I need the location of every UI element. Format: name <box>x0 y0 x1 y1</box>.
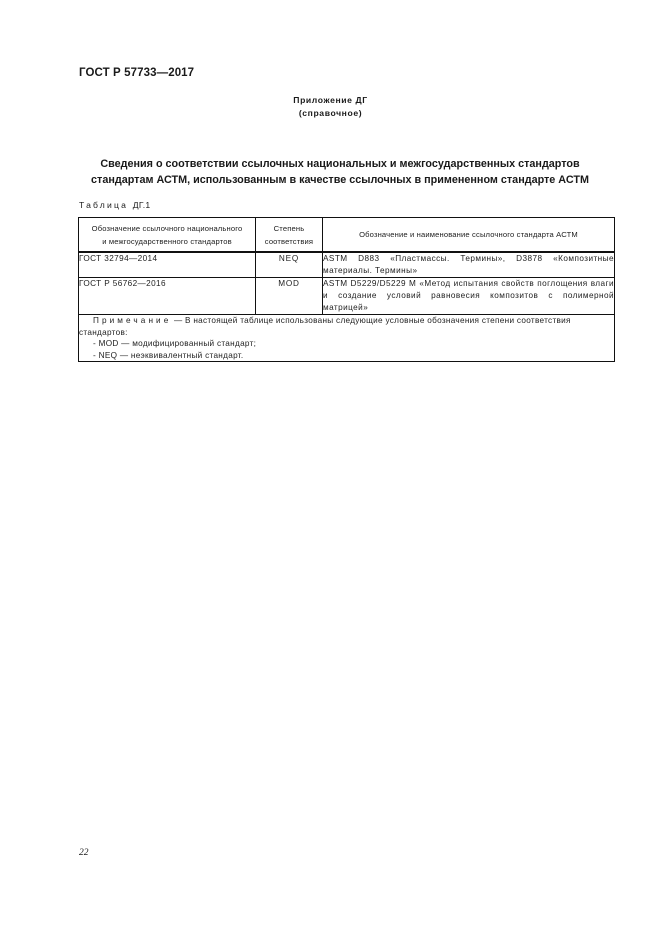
appendix-heading <box>0 94 661 120</box>
cell-national-standard: ГОСТ 32794—2014 <box>79 252 256 278</box>
cell-national-standard: ГОСТ Р 56762—2016 <box>79 278 256 315</box>
section-title-line1: Сведения о соответствии ссылочных национальных и межгосударственных стандартов <box>100 158 580 170</box>
note-text: — В настоящей таблице использованы следующие условные обозначения степени соответствия стандартов: <box>79 316 571 337</box>
table-row <box>79 278 615 315</box>
page-number: 22 <box>79 848 89 858</box>
column-header-line: Обозначение ссылочного национального <box>91 223 243 233</box>
standards-correspondence-table <box>78 217 615 362</box>
column-header-line: Степень <box>273 223 305 233</box>
cell-astm-standard: ASTM D883 «Пластмассы. Термины», D3878 «Композитные материалы. Термины» <box>323 252 615 278</box>
column-header-line: соответствия <box>264 236 314 246</box>
table-caption-prefix: Таблица <box>79 200 129 210</box>
column-header-line: и межгосударственного стандартов <box>102 236 232 246</box>
cell-degree: NEQ <box>256 252 323 278</box>
table-row <box>79 252 615 278</box>
section-title <box>70 156 610 188</box>
section-title-line2: стандартам АСТМ, использованным в качестве ссылочных в примененном стандарте АСТМ <box>91 174 589 186</box>
column-header-degree <box>256 218 323 253</box>
column-header-national-standard <box>79 218 256 253</box>
table-caption-number: ДГ.1 <box>132 200 151 210</box>
cell-degree: MOD <box>256 278 323 315</box>
appendix-label: Приложение ДГ <box>293 95 368 105</box>
table-note <box>79 315 615 362</box>
table-note-row <box>79 315 615 362</box>
table-header-row <box>79 218 615 253</box>
document-code: ГОСТ Р 57733—2017 <box>79 67 195 79</box>
cell-astm-standard: ASTM D5229/D5229 M «Метод испытания свойств поглощения влаги и создание условий равновесия композитов с полимерной матрицей» <box>323 278 615 315</box>
table-caption <box>79 200 151 210</box>
note-item-neq: - NEQ — неэквивалентный стандарт. <box>93 350 244 360</box>
note-item-mod: - MOD — модифицированный стандарт; <box>93 339 257 348</box>
appendix-type: (справочное) <box>298 108 363 118</box>
column-header-astm-standard: Обозначение и наименование ссылочного стандарта АСТМ <box>323 218 615 253</box>
note-label: Примечание <box>93 316 172 325</box>
